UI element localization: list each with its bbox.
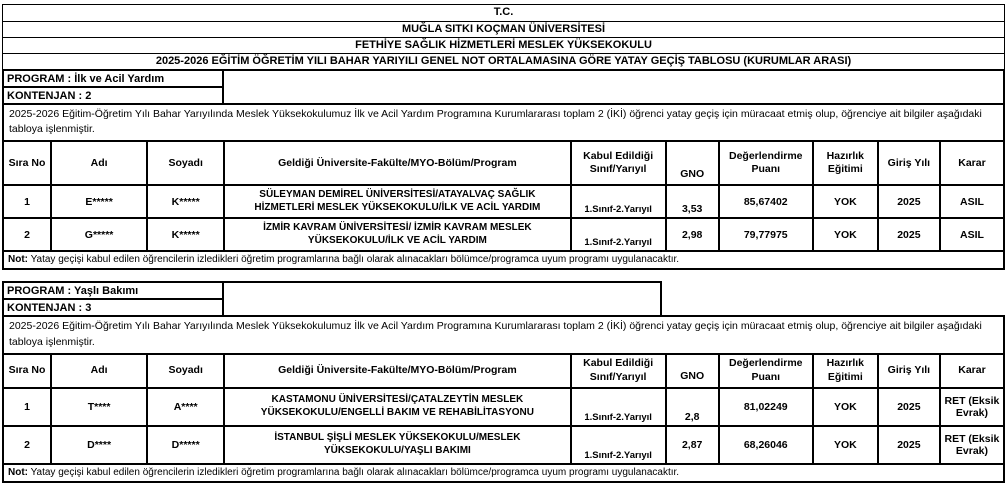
cell-kabul: 1.Sınıf-2.Yarıyıl	[571, 218, 666, 251]
cell-universite: SÜLEYMAN DEMİREL ÜNİVERSİTESİ/ATAYALVAÇ SAĞLIK HİZMETLERİ MESLEK YÜKSEKOKULU/İLK VE ACİL YARDIM	[224, 185, 570, 218]
program-info-block	[2, 281, 1005, 317]
transfer-table	[2, 140, 1005, 252]
header-table-title: 2025-2026 EĞİTİM ÖĞRETİM YILI BAHAR YARIYILI GENEL NOT ORTALAMASINA GÖRE YATAY GEÇİŞ TABLOSU (KURUMLAR ARASI)	[3, 53, 1004, 69]
note-line	[2, 463, 1005, 483]
table-header-row	[3, 354, 1004, 388]
cell-puan: 79,77975	[719, 218, 813, 251]
cell-giris-yili: 2025	[878, 388, 940, 426]
section-ilk-ve-acil-yardim	[2, 69, 1005, 270]
col-header-hazirlik: Hazırlık Eğitimi	[813, 354, 878, 388]
col-header-puan: Değerlendirme Puanı	[719, 354, 813, 388]
col-header-hazirlik: Hazırlık Eğitimi	[813, 141, 878, 185]
table-header-row	[3, 141, 1004, 185]
kontenjan-label: KONTENJAN : 2	[2, 86, 224, 105]
cell-puan: 68,26046	[719, 426, 813, 464]
cell-adi: G*****	[51, 218, 147, 251]
cell-universite: KASTAMONU ÜNİVERSİTESİ/ÇATALZEYTİN MESLEK YÜKSEKOKULU/ENGELLİ BAKIM VE REHABİLİTASYONU	[224, 388, 570, 426]
header-school-name: FETHİYE SAĞLIK HİZMETLERİ MESLEK YÜKSEKOKULU	[3, 37, 1004, 53]
table-row	[3, 426, 1004, 464]
transfer-table	[2, 353, 1005, 465]
cell-gno: 3,53	[666, 185, 719, 218]
cell-universite: İZMİR KAVRAM ÜNİVERSİTESİ/ İZMİR KAVRAM MESLEK YÜKSEKOKULU/İLK VE ACİL YARDIM	[224, 218, 570, 251]
header-university-name: MUĞLA SITKI KOÇMAN ÜNİVERSİTESİ	[3, 21, 1004, 37]
cell-giris-yili: 2025	[878, 426, 940, 464]
note-text: Yatay geçişi kabul edilen öğrencilerin izledikleri öğretim programlarına bağlı olarak alınacakları bölümce/programca uyum programı uygulanacaktır.	[28, 254, 680, 266]
transfer-results-document	[2, 4, 1005, 483]
col-header-karar: Karar	[940, 141, 1004, 185]
cell-hazirlik: YOK	[813, 218, 878, 251]
cell-universite: İSTANBUL ŞİŞLİ MESLEK YÜKSEKOKULU/MESLEK YÜKSEKOKULU/YAŞLI BAKIMI	[224, 426, 570, 464]
program-info-block	[2, 69, 1005, 105]
cell-karar: RET (Eksik Evrak)	[940, 426, 1004, 464]
col-header-kabul: Kabul Edildiği Sınıf/Yarıyıl	[571, 141, 666, 185]
cell-sira-no: 2	[3, 218, 51, 251]
program-labels	[2, 281, 224, 317]
col-header-giris-yili: Giriş Yılı	[878, 354, 940, 388]
cell-sira-no: 1	[3, 185, 51, 218]
note-line	[2, 250, 1005, 270]
cell-adi: D****	[51, 426, 147, 464]
cell-puan: 81,02249	[719, 388, 813, 426]
col-header-puan: Değerlendirme Puanı	[719, 141, 813, 185]
cell-giris-yili: 2025	[878, 185, 940, 218]
cell-karar: RET (Eksik Evrak)	[940, 388, 1004, 426]
table-row	[3, 218, 1004, 251]
cell-kabul: 1.Sınıf-2.Yarıyıl	[571, 185, 666, 218]
note-prefix: Not:	[8, 466, 28, 478]
section-yasli-bakimi	[2, 281, 1005, 482]
cell-hazirlik: YOK	[813, 185, 878, 218]
col-header-sira-no: Sıra No	[3, 354, 51, 388]
note-text: Yatay geçişi kabul edilen öğrencilerin izledikleri öğretim programlarına bağlı olarak alınacakları bölümce/programca uyum programı uygulanacaktır.	[28, 466, 680, 478]
intro-paragraph: 2025-2026 Eğitim-Öğretim Yılı Bahar Yarıyılında Meslek Yüksekokulumuz İlk ve Acil Yardım Programına Kurumlararası toplam 2 (İKİ) öğrenci yatay geçiş için müracaat etmiş olup, öğrenciye ait bilgiler aşağıdaki tabloya işlenmiştir.	[2, 315, 1005, 354]
cell-soyadi: A****	[147, 388, 224, 426]
cell-soyadi: D*****	[147, 426, 224, 464]
program-label: PROGRAM : İlk ve Acil Yardım	[2, 69, 224, 88]
col-header-kabul: Kabul Edildiği Sınıf/Yarıyıl	[571, 354, 666, 388]
note-prefix: Not:	[8, 254, 28, 266]
table-row	[3, 388, 1004, 426]
col-header-universite: Geldiği Üniversite-Fakülte/MYO-Bölüm/Program	[224, 354, 570, 388]
col-header-adi: Adı	[51, 141, 147, 185]
document-header	[2, 4, 1005, 70]
cell-gno: 2,87	[666, 426, 719, 464]
cell-karar: ASIL	[940, 218, 1004, 251]
cell-sira-no: 1	[3, 388, 51, 426]
cell-soyadi: K*****	[147, 218, 224, 251]
intro-paragraph: 2025-2026 Eğitim-Öğretim Yılı Bahar Yarıyılında Meslek Yüksekokulumuz İlk ve Acil Yardım Programına Kurumlararası toplam 2 (İKİ) öğrenci yatay geçiş için müracaat etmiş olup, öğrenciye ait bilgiler aşağıdaki tabloya işlenmiştir.	[2, 103, 1005, 142]
cell-karar: ASIL	[940, 185, 1004, 218]
program-empty-cell	[222, 281, 662, 317]
col-header-giris-yili: Giriş Yılı	[878, 141, 940, 185]
program-label: PROGRAM : Yaşlı Bakımı	[2, 281, 224, 300]
col-header-soyadi: Soyadı	[147, 141, 224, 185]
cell-giris-yili: 2025	[878, 218, 940, 251]
col-header-karar: Karar	[940, 354, 1004, 388]
cell-sira-no: 2	[3, 426, 51, 464]
program-labels	[2, 69, 224, 105]
cell-kabul: 1.Sınıf-2.Yarıyıl	[571, 426, 666, 464]
col-header-gno: GNO	[666, 141, 719, 185]
col-header-gno: GNO	[666, 354, 719, 388]
cell-soyadi: K*****	[147, 185, 224, 218]
col-header-sira-no: Sıra No	[3, 141, 51, 185]
cell-gno: 2,98	[666, 218, 719, 251]
table-row	[3, 185, 1004, 218]
cell-adi: T****	[51, 388, 147, 426]
header-tc: T.C.	[493, 6, 514, 18]
col-header-adi: Adı	[51, 354, 147, 388]
cell-hazirlik: YOK	[813, 388, 878, 426]
cell-puan: 85,67402	[719, 185, 813, 218]
cell-adi: E*****	[51, 185, 147, 218]
cell-gno: 2,8	[666, 388, 719, 426]
program-empty-cell	[222, 69, 1005, 105]
kontenjan-label: KONTENJAN : 3	[2, 298, 224, 317]
col-header-universite: Geldiği Üniversite-Fakülte/MYO-Bölüm/Program	[224, 141, 570, 185]
cell-hazirlik: YOK	[813, 426, 878, 464]
cell-kabul: 1.Sınıf-2.Yarıyıl	[571, 388, 666, 426]
col-header-soyadi: Soyadı	[147, 354, 224, 388]
